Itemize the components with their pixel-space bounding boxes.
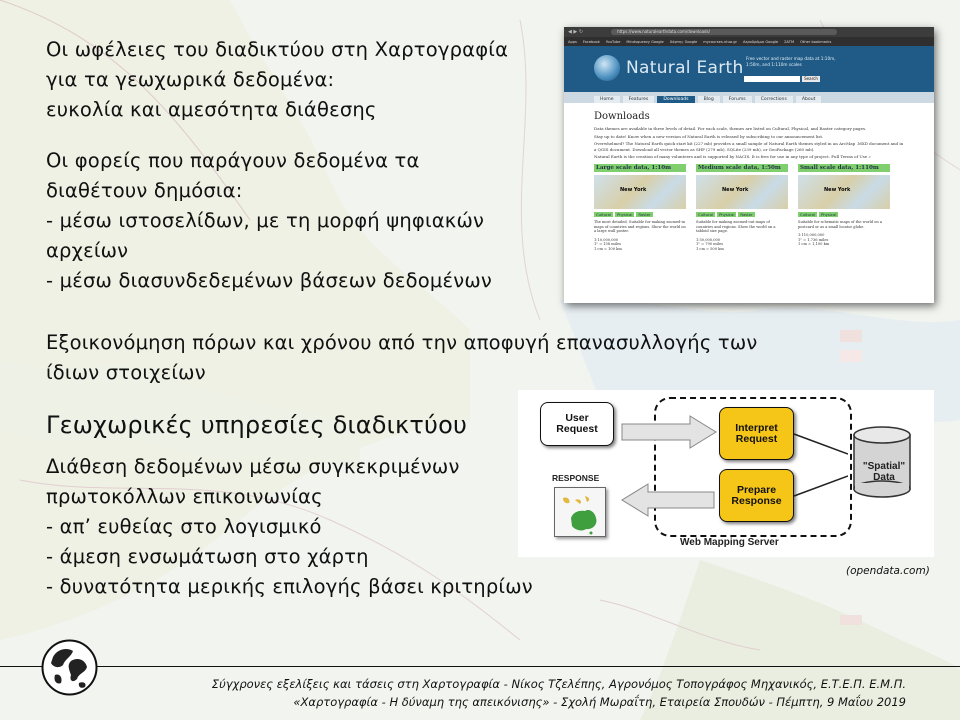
text-line: ίδιων στοιχείων <box>46 361 206 384</box>
paragraph-savings <box>46 328 757 388</box>
browser-address-bar: https://www.naturalearthdata.com/downloads/ <box>611 29 837 35</box>
section-heading: Γεωχωρικές υπηρεσίες διαδικτύου <box>46 411 468 439</box>
scale-column-heading: Medium scale data, 1:50m <box>696 164 788 172</box>
theme-badge: Cultural <box>800 211 815 217</box>
text-line: Εξοικονόμηση πόρων και χρόνου από την αποφυγή επανασυλλογής των <box>46 331 758 354</box>
site-nav-item: Forums <box>723 96 752 103</box>
web-mapping-server-diagram <box>518 390 934 557</box>
globe-icon <box>594 55 620 81</box>
site-intro-text: Stay up to date! Know when a new version of Natural Earth is released by subscribing to our announcement list. <box>594 133 824 139</box>
scale-column-text: Suitable for schematic maps of the world on a postcard or as a small locator globe. <box>798 219 882 229</box>
footer-line-1: Σύγχρονες εξελίξεις και τάσεις στη Χαρτογραφία - Νίκος Τζελέπης, Αγρονόμος Τοπογράφος Μηχανικός, Ε.Τ.Ε.Π. Ε.Μ.Π. <box>211 677 906 691</box>
scale-line: 1" = 790 miles <box>696 242 723 247</box>
text-line: Οι ωφέλειες του διαδικτύου στη Χαρτογραφία <box>46 38 509 61</box>
theme-badges <box>594 212 686 217</box>
bookmark: Αεροδρόμιο Google <box>742 39 779 44</box>
text-line: ευκολία και αμεσότητα διάθεσης <box>46 98 377 121</box>
scale-columns <box>594 164 904 252</box>
scale-line: 1:110,000,000 <box>798 233 825 238</box>
site-nav-item-active: Downloads <box>657 96 694 103</box>
map-thumbnail-label: New York <box>620 186 647 193</box>
site-content <box>564 103 934 252</box>
text-line: - άμεση ενσωμάτωση στο χάρτη <box>46 545 369 568</box>
bookmark: Χάρτης Google <box>669 39 698 44</box>
response-arrow-icon <box>622 484 714 516</box>
paragraph-benefits <box>46 35 508 125</box>
site-nav-item: Corrections <box>755 96 793 103</box>
scale-column-text: The most detailed. Suitable for making zoomed-in maps of countries and regions. Show the world on a large wall poster. <box>594 219 686 234</box>
prepare-response-label: Prepare Response <box>731 483 782 507</box>
globe-logo-icon <box>41 639 98 696</box>
site-search-input <box>744 76 800 82</box>
scale-column-heading: Large scale data, 1:10m <box>594 164 686 172</box>
theme-badge: Physical <box>820 211 837 217</box>
prepare-response-box <box>719 469 794 522</box>
map-thumbnail <box>798 175 890 209</box>
site-nav-item: About <box>796 96 822 103</box>
scale-info <box>594 238 686 252</box>
scale-column-heading: Small scale data, 1:110m <box>798 164 890 172</box>
scale-column <box>696 164 788 252</box>
connector-lines <box>788 420 848 510</box>
flow-arrows <box>618 410 718 550</box>
footer-line-2: «Χαρτογραφία - Η δύναμη της απεικόνισης» - Σχολή Μωραΐτη, Εταιρεία Σπουδών - Πέμπτη, 9 Μαΐου 2019 <box>293 695 906 709</box>
browser-toolbar <box>564 27 934 37</box>
site-nav-item: Home <box>594 96 620 103</box>
map-thumbnail <box>696 175 788 209</box>
interpret-request-label: Interpret Request <box>735 421 778 445</box>
site-tagline: Free vector and raster map data at 1:10m, 1:50m, and 1:110m scales <box>746 56 836 67</box>
theme-badges <box>798 212 890 217</box>
text-line: διαθέτουν δημόσια: <box>46 179 243 202</box>
server-label: Web Mapping Server <box>680 537 779 548</box>
text-line: πρωτοκόλλων επικοινωνίας <box>46 485 323 508</box>
text-line: - δυνατότητα μερικής επιλογής βάσει κριτηρίων <box>46 575 533 598</box>
text-line: - μέσω διασυνδεδεμένων βάσεων δεδομένων <box>46 269 492 292</box>
browser-nav-icons: ◀ ▶ ↻ <box>568 29 584 35</box>
map-thumbnail <box>594 175 686 209</box>
site-nav-item: Blog <box>698 96 720 103</box>
spatial-data-label: "Spatial" Data <box>862 461 906 483</box>
theme-badges <box>696 212 788 217</box>
paragraph-web-services <box>46 452 533 602</box>
site-nav-item: Features <box>623 96 655 103</box>
site-intro-text: Overwhelmed? The Natural Earth quick start kit (227 mb) provides a small sample of Natural Earth themes styled in an ArcMap .MXD document and in a QGIS document. Download all vector themes as SHP (279 mb), SQLite (239 mb), or GeoPackage (260 mb). <box>594 141 904 152</box>
scale-info <box>696 238 788 252</box>
bookmark: Other bookmarks <box>800 39 832 44</box>
scale-line: 1:50,000,000 <box>696 237 721 242</box>
bookmark: YouTube <box>605 39 621 44</box>
response-label: RESPONSE <box>552 473 600 483</box>
site-banner <box>564 46 934 92</box>
text-line: Οι φορείς που παράγουν δεδομένα τα <box>46 149 420 172</box>
connector-line <box>794 434 848 454</box>
scale-column <box>798 164 890 252</box>
site-intro-text: Natural Earth is the creation of many volunteers and is supported by NACIS. It is free for use in any type of project. Full Terms of Use » <box>594 154 871 160</box>
site-search-button: Search <box>802 76 820 82</box>
theme-badge: Raster <box>740 211 753 217</box>
map-thumbnail-label: New York <box>722 186 749 193</box>
scale-info <box>798 233 890 247</box>
scale-line: 1:10,000,000 <box>594 237 619 242</box>
bookmark: Apps <box>568 39 577 44</box>
theme-badge: Physical <box>616 211 633 217</box>
paragraph-publishers <box>46 146 492 296</box>
user-request-box <box>540 402 614 446</box>
bookmark: mycourses.ntua.gr <box>703 39 737 44</box>
scale-line: 1 cm = 500 km <box>696 246 724 251</box>
scale-line: 1 cm = 100 km <box>594 246 622 251</box>
text-line: για τα γεωχωρικά δεδομένα: <box>46 68 335 91</box>
bookmark: Facebook <box>582 39 600 44</box>
scale-line: 1 cm = 1,100 km <box>798 242 830 247</box>
scale-column <box>594 164 686 252</box>
image-credit: (opendata.com) <box>846 565 930 577</box>
bookmarks-bar <box>564 37 934 46</box>
text-line: - απ’ ευθείας στο λογισμικό <box>46 515 322 538</box>
response-map-thumbnail <box>554 487 606 537</box>
user-request-label: User Request <box>556 412 598 435</box>
scale-line: 1" = 1,736 miles <box>798 237 829 242</box>
map-thumbnail-label: New York <box>824 186 851 193</box>
theme-badge: Cultural <box>698 211 713 217</box>
request-arrow-icon <box>622 416 716 448</box>
theme-badge: Physical <box>718 211 735 217</box>
australia-map-icon <box>555 488 605 536</box>
theme-badge: Raster <box>638 211 651 217</box>
bookmark: ΣΑΤΜ <box>784 39 795 44</box>
scale-line: 1" = 158 miles <box>594 242 621 247</box>
interpret-request-box <box>719 407 794 460</box>
site-brand: Natural Earth <box>626 58 744 78</box>
site-intro-text: Data themes are available in three levels of detail. For each scale, themes are listed on Cultural, Physical, and Raster category pages. <box>594 126 867 131</box>
site-page-title: Downloads <box>594 111 650 122</box>
natural-earth-screenshot <box>564 27 934 303</box>
bookmark: Mindsqueezy Google <box>626 39 664 44</box>
text-line: Διάθεση δεδομένων μέσω συγκεκριμένων <box>46 455 460 478</box>
connector-line <box>794 476 848 496</box>
theme-badge: Cultural <box>596 211 611 217</box>
site-nav <box>564 92 934 103</box>
scale-column-text: Suitable for making zoomed-out maps of countries and regions. Show the world on a tabloid size page. <box>696 219 776 234</box>
text-line: αρχείων <box>46 239 129 262</box>
text-line: - μέσω ιστοσελίδων, με τη μορφή ψηφιακών <box>46 209 485 232</box>
footer-divider <box>0 666 960 667</box>
